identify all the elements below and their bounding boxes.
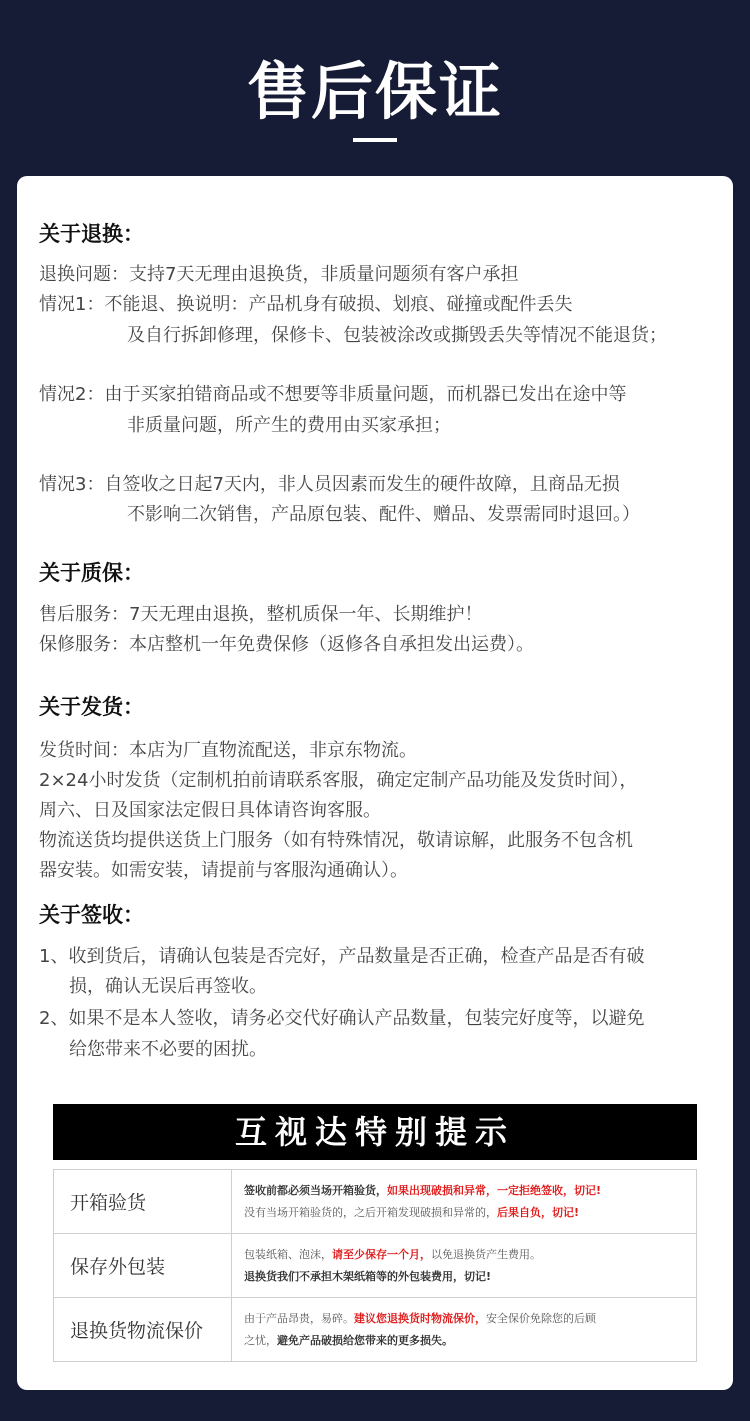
tips-description bbox=[232, 1234, 697, 1298]
shipping-line-1: 发货时间：本店为厂直物流配送，非京东物流。 bbox=[39, 740, 417, 761]
shipping-line-3: 周六、日及国家法定假日具体请咨询客服。 bbox=[39, 800, 381, 821]
tips-text: 避免产品破损给您带来的更多损失。 bbox=[277, 1333, 453, 1347]
return-line-5: 非质量问题，所产生的费用由买家承担； bbox=[127, 415, 451, 436]
section-title-signing: 关于签收： bbox=[39, 903, 144, 927]
page-title: 售后保证 bbox=[246, 55, 503, 128]
title-underline bbox=[353, 138, 397, 142]
return-line-1: 退换问题：支持7天无理由退换货，非质量问题须有客户承担 bbox=[39, 264, 519, 285]
tips-highlight: 建议您退换货时物流保价， bbox=[354, 1311, 486, 1325]
section-title-warranty: 关于质保： bbox=[39, 561, 144, 585]
return-line-6: 情况3：自签收之日起7天内，非人员因素而发生的硬件故障，且商品无损 bbox=[39, 474, 620, 495]
tips-label: 开箱验货 bbox=[54, 1170, 232, 1234]
tips-text: 由于产品昂贵，易碎。 bbox=[244, 1311, 354, 1325]
shipping-line-2: 2×24小时发货（定制机拍前请联系客服，确定定制产品功能及发货时间）， bbox=[39, 770, 638, 791]
content-card bbox=[17, 176, 733, 1390]
return-line-3: 及自行拆卸修理，保修卡、包装被涂改或撕毁丢失等情况不能退货； bbox=[127, 325, 667, 346]
special-tips-banner: 互视达特别提示 bbox=[53, 1104, 697, 1160]
signing-line-2: 损，确认无误后再签收。 bbox=[69, 976, 267, 997]
return-line-7: 不影响二次销售，产品原包装、配件、赠品、发票需同时退回。） bbox=[127, 504, 640, 525]
signing-line-1: 1、收到货后，请确认包装是否完好，产品数量是否正确，检查产品是否有破 bbox=[39, 946, 645, 967]
tips-text: 退换货我们不承担木架纸箱等的外包装费用，切记! bbox=[244, 1269, 492, 1283]
special-tips-table bbox=[53, 1169, 697, 1362]
tips-text: 包装纸箱、泡沫， bbox=[244, 1247, 332, 1261]
tips-description bbox=[232, 1170, 697, 1234]
tips-text: 签收前都必须当场开箱验货， bbox=[244, 1183, 387, 1197]
warranty-line-1: 售后服务：7天无理由退换，整机质保一年、长期维护！ bbox=[39, 604, 483, 625]
section-title-return: 关于退换： bbox=[39, 222, 144, 246]
shipping-line-5: 器安装。如需安装，请提前与客服沟通确认）。 bbox=[39, 860, 408, 881]
signing-line-4: 给您带来不必要的困扰。 bbox=[69, 1039, 267, 1060]
tips-text: 之忧， bbox=[244, 1333, 277, 1347]
return-line-4: 情况2：由于买家拍错商品或不想要等非质量问题，而机器已发出在途中等 bbox=[39, 384, 627, 405]
shipping-line-4: 物流送货均提供送货上门服务（如有特殊情况，敬请谅解，此服务不包含机 bbox=[39, 830, 633, 851]
warranty-line-2: 保修服务：本店整机一年免费保修（返修各自承担发出运费）。 bbox=[39, 634, 534, 655]
tips-highlight: 请至少保存一个月， bbox=[332, 1247, 431, 1261]
tips-highlight: 如果出现破损和异常，一定拒绝签收，切记! bbox=[387, 1183, 602, 1197]
return-line-2: 情况1：不能退、换说明：产品机身有破损、划痕、碰撞或配件丢失 bbox=[39, 294, 573, 315]
tips-row-insurance bbox=[54, 1298, 697, 1362]
tips-row-inspection bbox=[54, 1170, 697, 1234]
tips-label: 退换货物流保价 bbox=[54, 1298, 232, 1362]
tips-label: 保存外包装 bbox=[54, 1234, 232, 1298]
tips-text: 以免退换货产生费用。 bbox=[431, 1247, 541, 1261]
section-title-shipping: 关于发货： bbox=[39, 695, 144, 719]
tips-row-packaging bbox=[54, 1234, 697, 1298]
tips-text: 没有当场开箱验货的，之后开箱发现破损和异常的， bbox=[244, 1205, 497, 1219]
signing-line-3: 2、如果不是本人签收，请务必交代好确认产品数量，包装完好度等，以避免 bbox=[39, 1008, 645, 1029]
tips-text: 安全保价免除您的后顾 bbox=[486, 1311, 596, 1325]
tips-highlight: 后果自负，切记! bbox=[497, 1205, 580, 1219]
tips-description bbox=[232, 1298, 697, 1362]
